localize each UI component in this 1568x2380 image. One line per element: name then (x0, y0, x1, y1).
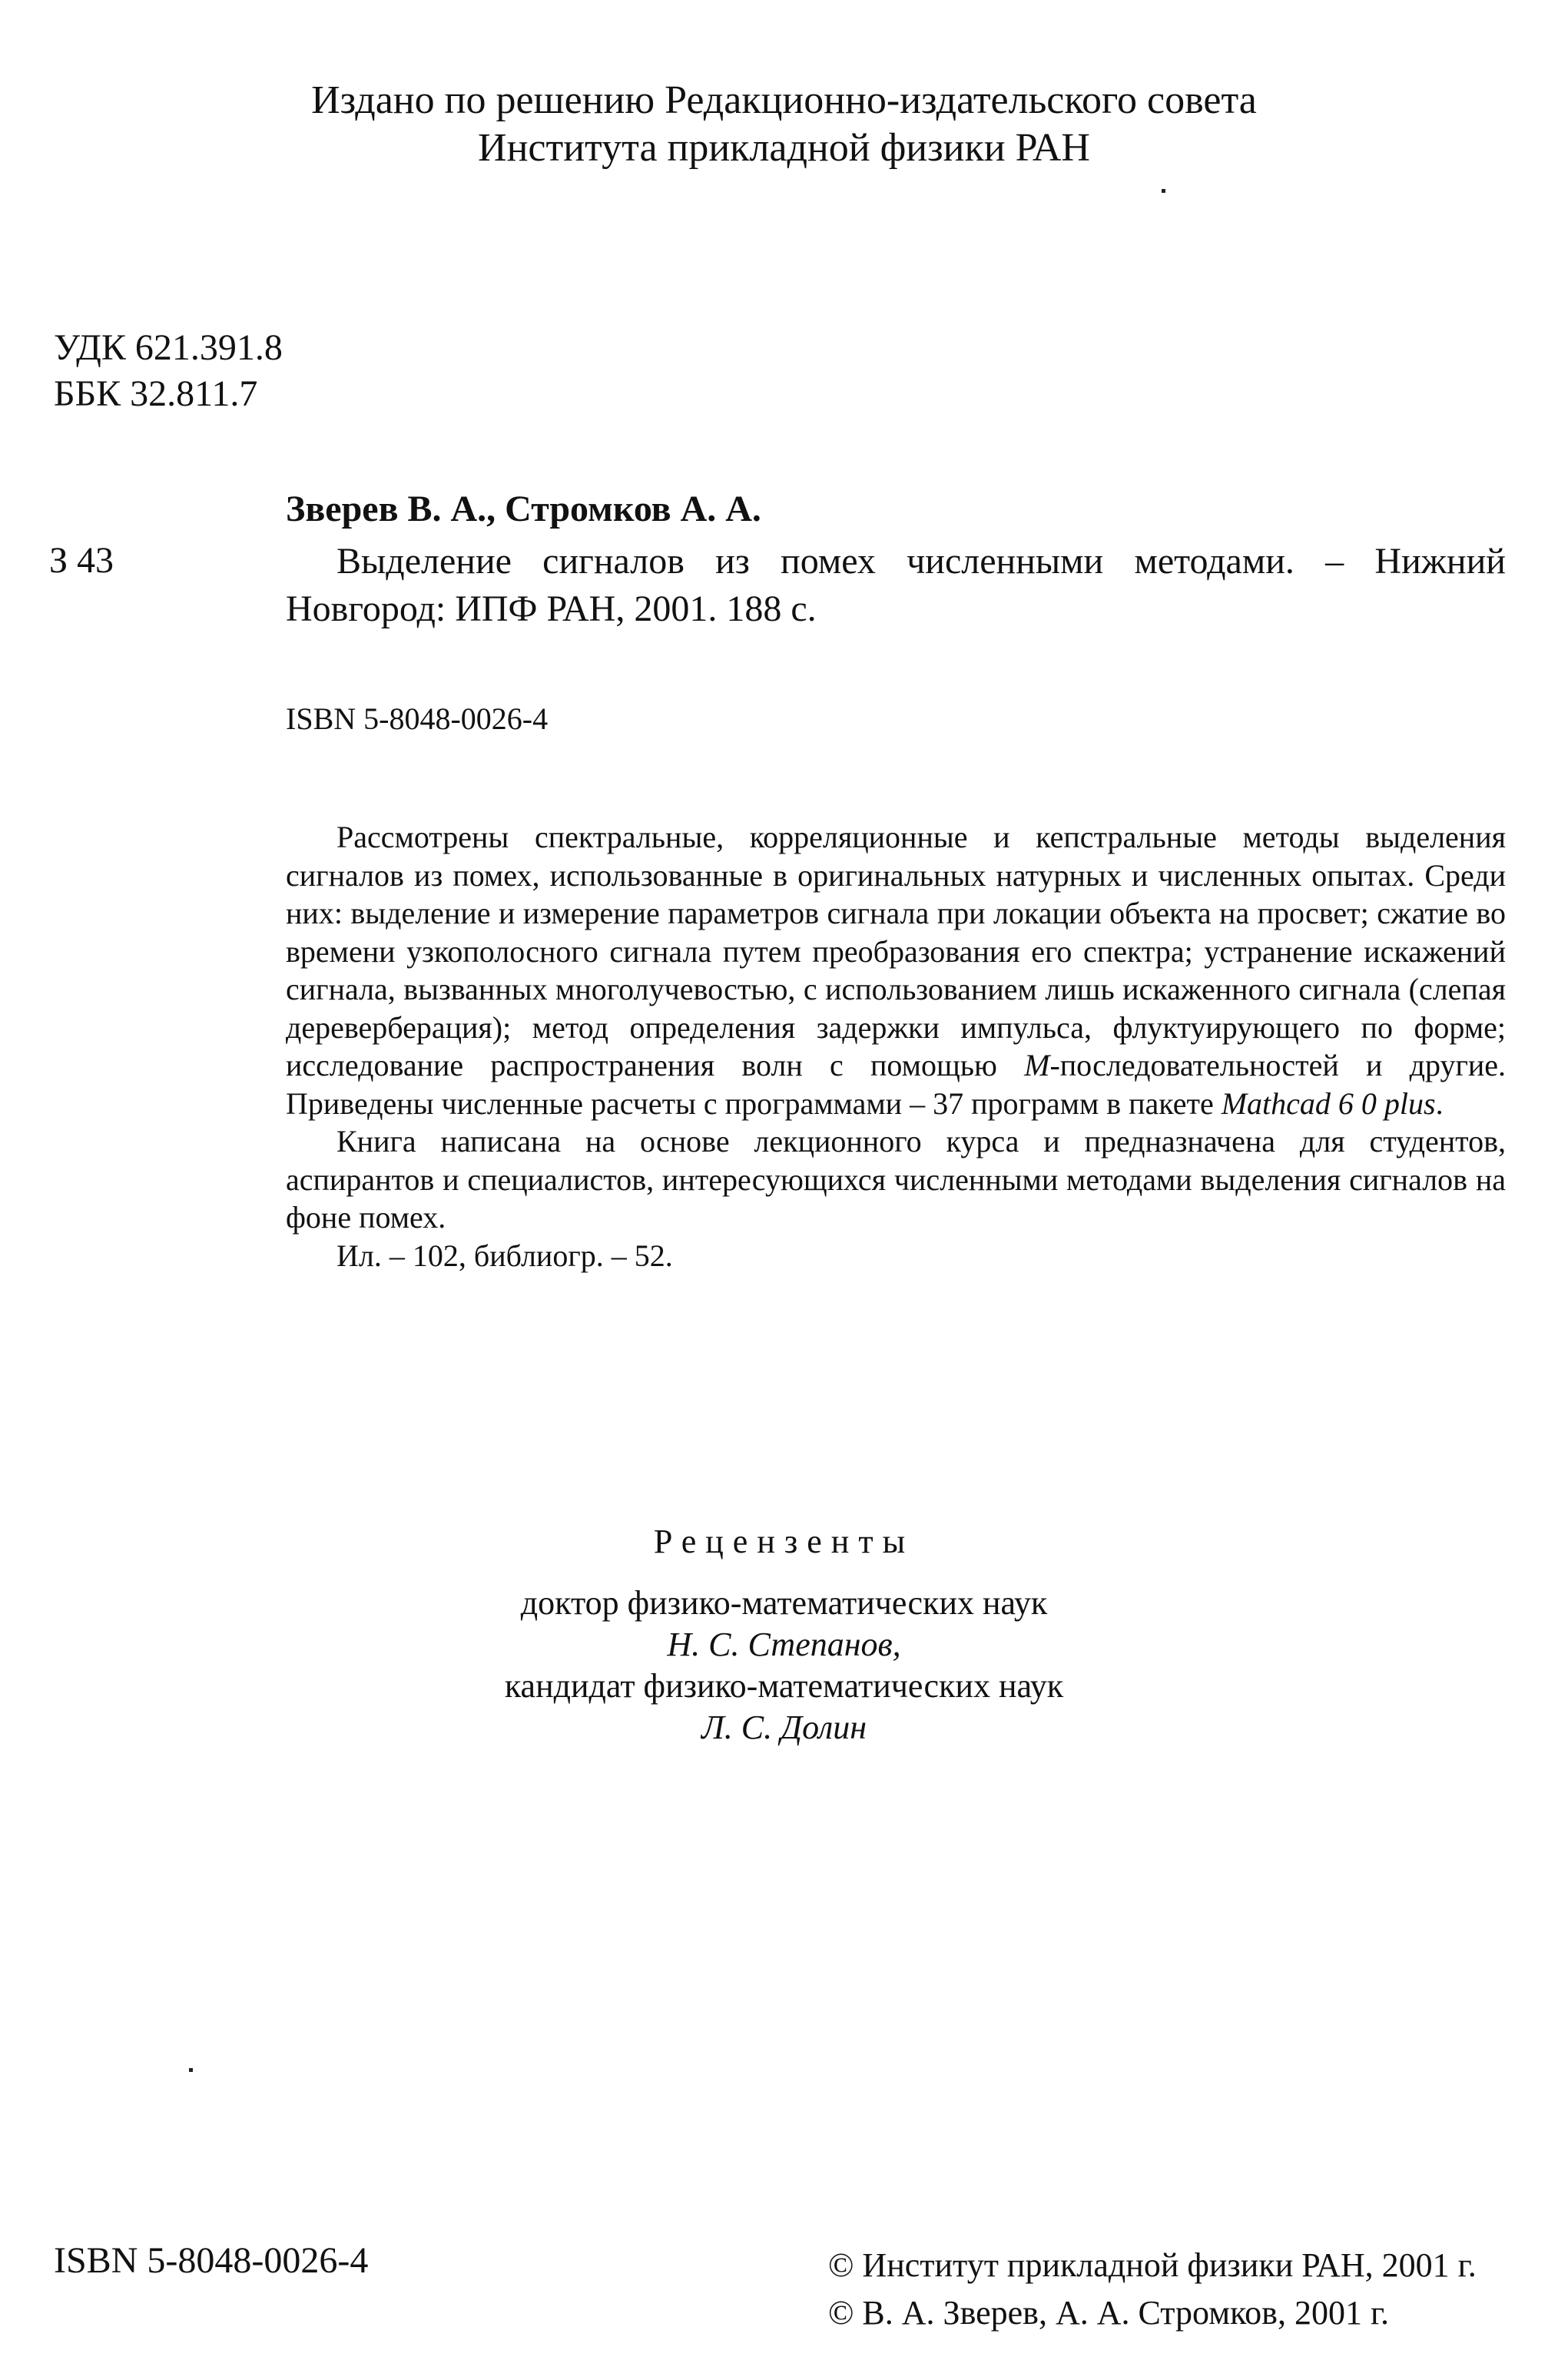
author-mark: З 43 (49, 540, 114, 581)
abstract-software-name: Mathcad 6 0 plus (1221, 1086, 1436, 1121)
authors: Зверев В. А., Стромков А. А. (286, 489, 761, 529)
abstract (286, 818, 1506, 1275)
abstract-p1-end: . (1435, 1086, 1444, 1121)
header-line-2: Института прикладной физики РАН (478, 126, 1090, 170)
reviewer-1-title: доктор физико-математических наук (520, 1584, 1048, 1622)
copyright-line-1: © Институт прикладной физики РАН, 2001 г. (828, 2246, 1477, 2284)
header-line-1: Издано по решению Редакционно-издательского совета (311, 78, 1257, 122)
abstract-p1-continuation: -последовательностей и другие. Приведены численные расчеты с программами – 37 программ в пакете (286, 1048, 1507, 1121)
abstract-m-letter: М (1024, 1048, 1050, 1082)
title-line-2: Новгород: ИПФ РАН, 2001. 188 с. (286, 588, 817, 629)
classification-codes (54, 325, 283, 417)
publisher-header (0, 77, 1568, 172)
bbk-code: ББК 32.811.7 (54, 373, 258, 414)
reviewer-2-name: Л. С. Долин (701, 1709, 867, 1746)
reviewers-heading: Рецензенты (653, 1523, 915, 1560)
bibliographic-title (286, 538, 1506, 633)
isbn-annotation: ISBN 5-8048-0026-4 (286, 701, 549, 736)
title-line-1: Выделение сигналов из помех численными методами. – Нижний (336, 541, 1506, 582)
abstract-paragraph-2: Книга написана на основе лекционного курса и предназначена для студентов, аспирантов и специалистов, интересующихся численными методами выделения сигналов на фоне помех. (286, 1124, 1506, 1235)
abstract-p1-text: Рассмотрены спектральные, корреляционные и кепстральные методы выделения сигналов из помех, использованные в оригинальных натурных и численных опытах. Среди них: выделение и измерение параметров сигнала при локации объекта на просвет; сжатие во времени узкополосного сигнала путем преобразования его спектра; устранение искажений сигнала, вызванных многолучевостью, с использованием лишь искаженного сигнала (слепая дереверберация); метод определения задержки импульса, флуктуирующего по форме; исследование распространения волн с помощью (286, 820, 1506, 1082)
reviewer-2-title: кандидат физико-математических наук (504, 1667, 1064, 1705)
reviewer-1-name: Н. С. Степанов, (667, 1626, 901, 1663)
udk-code: УДК 621.391.8 (54, 327, 283, 368)
isbn-footer: ISBN 5-8048-0026-4 (54, 2240, 369, 2281)
abstract-paragraph-1 (286, 818, 1506, 1122)
copyright-line-2: © В. А. Зверев, А. А. Стромков, 2001 г. (828, 2294, 1390, 2332)
reviewers-block (0, 1521, 1568, 1749)
abstract-illustrations-count: Ил. – 102, библиогр. – 52. (336, 1238, 673, 1273)
copyright-block (828, 2242, 1477, 2337)
scan-speck (1162, 189, 1165, 193)
scan-speck (189, 2068, 193, 2072)
